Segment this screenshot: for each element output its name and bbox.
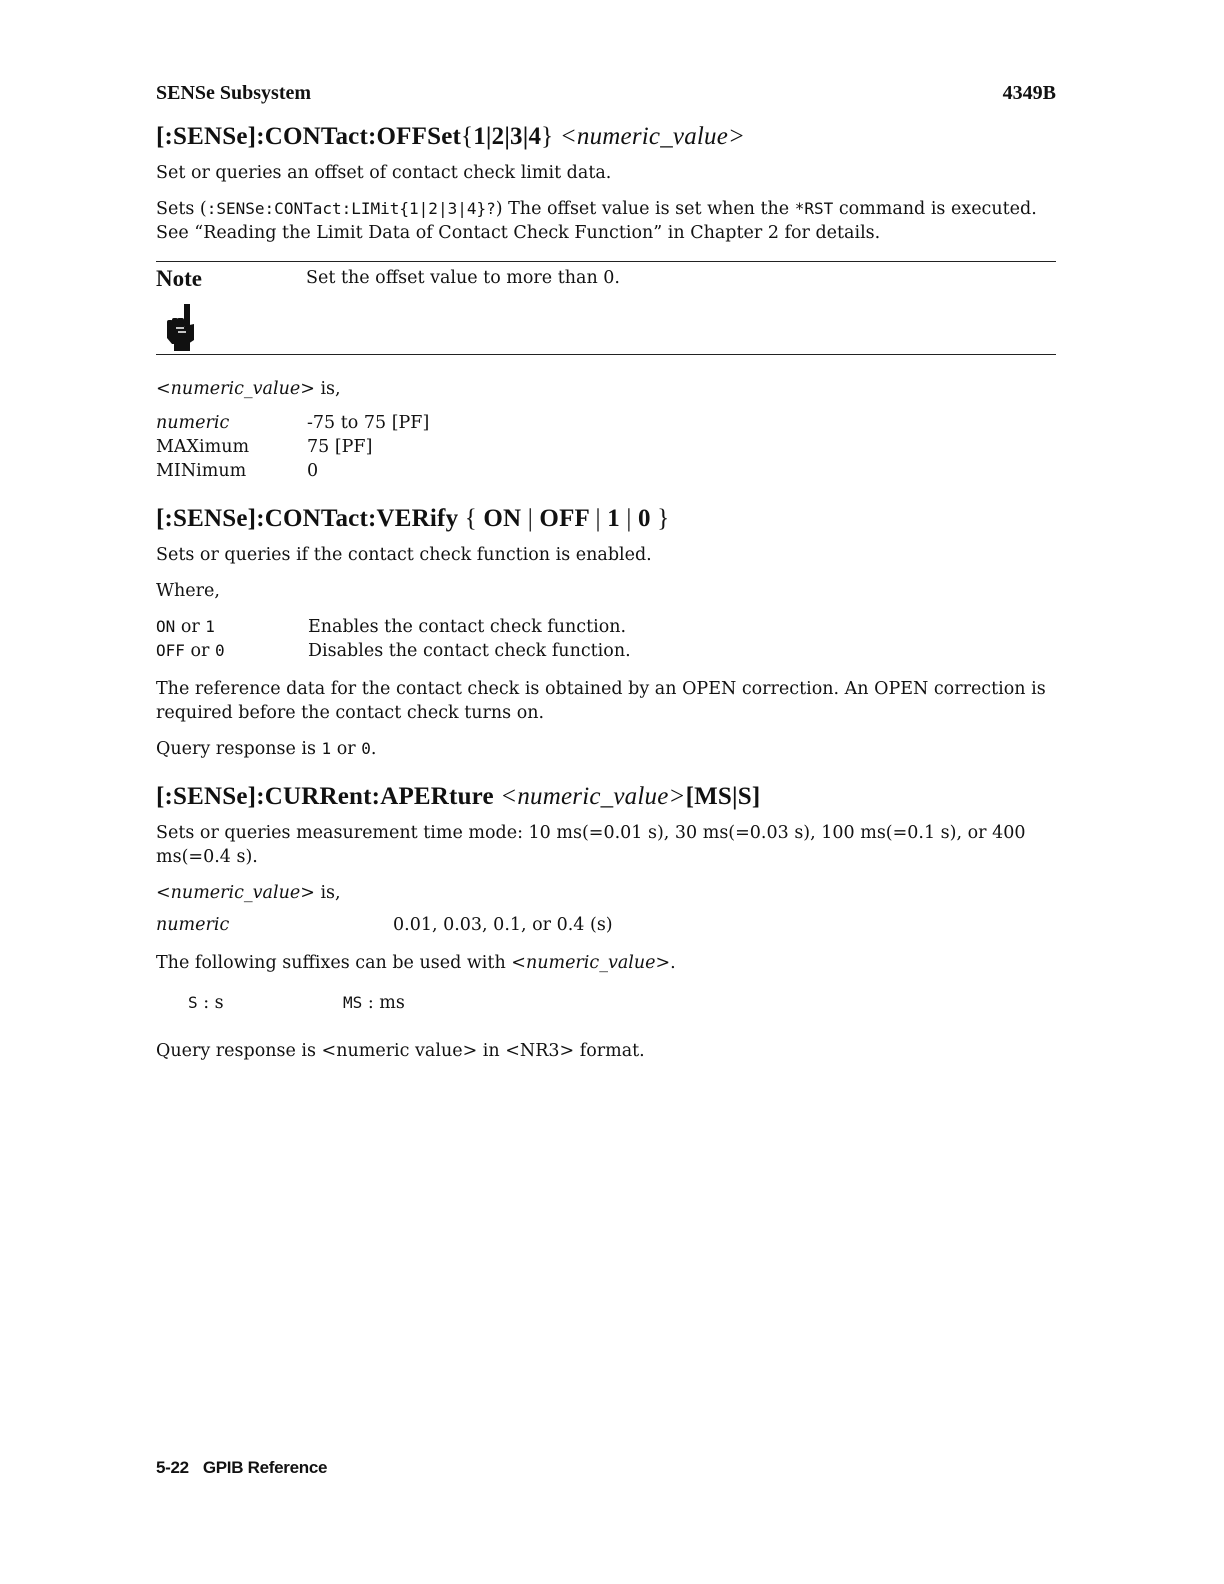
note-box bbox=[156, 261, 1056, 355]
cmd1-description: Set or queries an offset of contact check limit data. bbox=[156, 163, 612, 183]
cmd1-brace-close: } bbox=[541, 123, 554, 150]
cmd2-sep: | bbox=[626, 505, 632, 532]
param-value: 75 [PF] bbox=[307, 437, 373, 457]
on-code: ON bbox=[156, 617, 176, 636]
param-value: -75 to 75 [PF] bbox=[307, 413, 430, 433]
cmd1-sets-post: command is executed. See “Reading the Limit Data of Contact Check Function” in Chapter 2 for details. bbox=[156, 199, 1037, 243]
option-code bbox=[156, 639, 308, 663]
cmd2-on: ON bbox=[483, 505, 522, 532]
cmd3-param-table bbox=[156, 913, 613, 937]
cmd1-param-is: is, bbox=[314, 379, 341, 399]
or-text: or bbox=[175, 617, 206, 637]
or-text: or bbox=[184, 641, 215, 661]
note-label: Note bbox=[156, 266, 202, 291]
cmd3-arg: <numeric_value> bbox=[500, 783, 686, 810]
cmd2-brace-open: { bbox=[464, 505, 477, 532]
table-row bbox=[156, 913, 613, 937]
option-code bbox=[156, 615, 308, 639]
cmd2-zero: 0 bbox=[638, 505, 651, 532]
cmd2-one: 1 bbox=[607, 505, 620, 532]
table-row bbox=[156, 435, 429, 459]
cmd3-param-intro bbox=[156, 881, 1056, 905]
cmd1-arg: <numeric_value> bbox=[559, 123, 746, 150]
cmd1-name: [:SENSe]:CONTact:OFFSet bbox=[156, 123, 462, 150]
suffix-arg: <numeric_value> bbox=[511, 953, 671, 973]
cmd1-sets-cmd: :SENSe:CONTact:LIMit{1|2|3|4}? bbox=[206, 199, 496, 218]
cmd3-query-response: Query response is <numeric value> in <NR3> format. bbox=[156, 1041, 645, 1061]
param-name: MINimum bbox=[156, 461, 247, 481]
suffix-post: . bbox=[670, 953, 676, 973]
param-value: 0.01, 0.03, 0.1, or 0.4 (s) bbox=[393, 915, 613, 935]
cmd2-brace-close: } bbox=[657, 505, 670, 532]
section-title: SENSe Subsystem bbox=[156, 82, 312, 104]
cmd2-query-response bbox=[156, 737, 1056, 761]
ms-code: MS bbox=[343, 993, 363, 1012]
query-zero: 0 bbox=[361, 739, 371, 758]
model-number: 4349B bbox=[1002, 82, 1056, 104]
cmd3-name: [:SENSe]:CURRent:APERture bbox=[156, 783, 494, 810]
cmd3-suffix: [MS|S] bbox=[685, 783, 761, 810]
option-desc: Disables the contact check function. bbox=[308, 641, 631, 661]
cmd2-option-table bbox=[156, 615, 631, 663]
running-header bbox=[156, 82, 1056, 105]
footer-title: GPIB Reference bbox=[202, 1458, 328, 1477]
table-row bbox=[156, 459, 429, 483]
cmd2-off: OFF bbox=[539, 505, 590, 532]
suffix-list bbox=[188, 993, 1056, 1013]
query-one: 1 bbox=[321, 739, 332, 758]
one-code: 1 bbox=[205, 617, 215, 636]
cmd3-description: Sets or queries measurement time mode: 10 ms(=0.01 s), 30 ms(=0.03 s), 100 ms(=0.1 s), or 400 ms(=0.4 s). bbox=[156, 823, 1026, 867]
param-value: 0 bbox=[307, 461, 319, 481]
cmd3-param-is: is, bbox=[314, 883, 341, 903]
table-row bbox=[156, 615, 631, 639]
page-footer bbox=[156, 1458, 327, 1478]
cmd1-param-table bbox=[156, 411, 429, 483]
table-row bbox=[156, 639, 631, 663]
cmd2-heading bbox=[156, 505, 1056, 533]
cmd1-options: 1|2|3|4 bbox=[473, 123, 542, 150]
note-text: Set the offset value to more than 0. bbox=[306, 268, 620, 288]
page-content bbox=[156, 82, 1056, 1075]
ms-unit: ms bbox=[379, 993, 405, 1013]
cmd1-sets-pre: Sets ( bbox=[156, 199, 207, 219]
suffix-ms bbox=[343, 993, 405, 1013]
cmd1-param-label: <numeric_value> bbox=[156, 379, 315, 399]
zero-code: 0 bbox=[214, 641, 225, 660]
cmd3-suffix-intro bbox=[156, 951, 1056, 975]
s-unit: s bbox=[214, 993, 224, 1013]
param-name: numeric bbox=[156, 915, 230, 935]
s-code: S bbox=[188, 993, 198, 1012]
page-number: 5-22 bbox=[156, 1458, 189, 1477]
cmd1-sets-mid: ) The offset value is set when the bbox=[495, 199, 795, 219]
cmd3-heading bbox=[156, 783, 1056, 811]
cmd2-sep: | bbox=[527, 505, 533, 532]
query-pre: Query response is bbox=[156, 739, 322, 759]
query-or: or bbox=[331, 739, 362, 759]
suffix-pre: The following suffixes can be used with bbox=[156, 953, 512, 973]
cmd1-brace-open: { bbox=[461, 123, 474, 150]
cmd1-sets-rst: *RST bbox=[794, 199, 834, 218]
cmd2-where: Where, bbox=[156, 581, 220, 601]
cmd3-param-label: <numeric_value> bbox=[156, 883, 315, 903]
pointing-hand-icon bbox=[164, 302, 198, 352]
cmd1-heading bbox=[156, 123, 1056, 151]
cmd2-name: [:SENSe]:CONTact:VERify bbox=[156, 505, 459, 532]
cmd1-sets-paragraph bbox=[156, 197, 1056, 245]
param-name: MAXimum bbox=[156, 437, 250, 457]
cmd2-reference-text: The reference data for the contact check is obtained by an OPEN correction. An OPEN correction is required before the contact check turns on. bbox=[156, 679, 1046, 723]
option-desc: Enables the contact check function. bbox=[308, 617, 627, 637]
query-end: . bbox=[370, 739, 377, 759]
ms-sep: : bbox=[362, 993, 380, 1013]
cmd2-sep: | bbox=[595, 505, 601, 532]
suffix-s bbox=[188, 993, 343, 1013]
table-row bbox=[156, 411, 429, 435]
cmd1-param-intro bbox=[156, 377, 1056, 401]
param-name: numeric bbox=[156, 413, 230, 433]
off-code: OFF bbox=[156, 641, 185, 660]
s-sep: : bbox=[197, 993, 215, 1013]
cmd2-description: Sets or queries if the contact check function is enabled. bbox=[156, 545, 652, 565]
